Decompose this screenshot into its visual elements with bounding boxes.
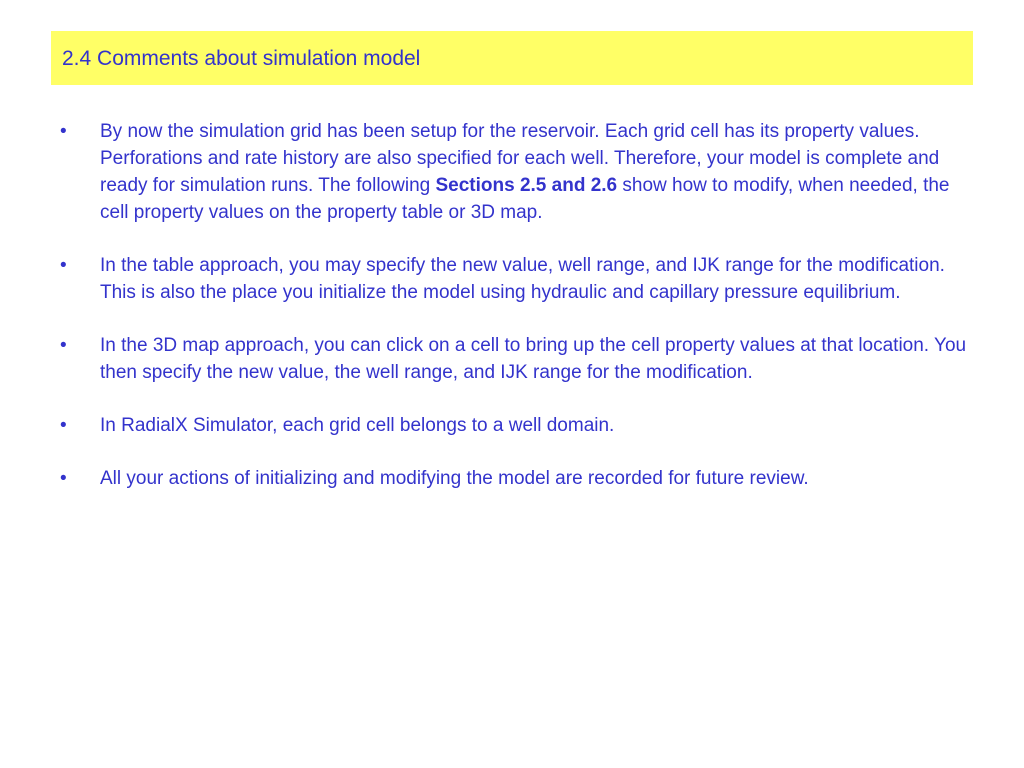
bullet-item-2 bbox=[0, 252, 1024, 306]
bullet-marker: • bbox=[60, 415, 67, 436]
bullet-text-1-part-b: show how to modify, when needed, the cell property values on the property table or 3D map. bbox=[100, 175, 950, 223]
bullet-text-1 bbox=[100, 118, 980, 226]
bullet-text-4: In RadialX Simulator, each grid cell belongs to a well domain. bbox=[100, 415, 615, 436]
bullet-text-3: In the 3D map approach, you can click on a cell to bring up the cell property values at that location. You then specify the new value, the well range, and IJK range for the modification. bbox=[100, 335, 967, 383]
bullet-marker: • bbox=[60, 255, 67, 276]
bullet-item-3 bbox=[0, 332, 1024, 386]
sections-reference: Sections 2.5 and 2.6 bbox=[435, 175, 618, 196]
bullet-text-2: In the table approach, you may specify the new value, well range, and IJK range for the modification. This is also the place you initialize the model using hydraulic and capillary pressure equilibrium. bbox=[100, 255, 945, 303]
bullet-list bbox=[0, 118, 1024, 518]
bullet-item-1 bbox=[0, 118, 1024, 226]
bullet-text-5: All your actions of initializing and modifying the model are recorded for future review. bbox=[100, 468, 809, 489]
bullet-text-1-part-a: By now the simulation grid has been setup for the reservoir. Each grid cell has its property values. Perforations and rate history are also specified for each well. Therefore, your model is complete and ready for simulation runs. The following bbox=[100, 121, 940, 196]
title-bar bbox=[51, 31, 973, 85]
bullet-marker: • bbox=[60, 121, 67, 142]
bullet-item-5 bbox=[0, 465, 1024, 492]
slide-title: 2.4 Comments about simulation model bbox=[62, 47, 421, 70]
bullet-marker: • bbox=[60, 468, 67, 489]
bullet-marker: • bbox=[60, 335, 67, 356]
bullet-item-4 bbox=[0, 412, 1024, 439]
